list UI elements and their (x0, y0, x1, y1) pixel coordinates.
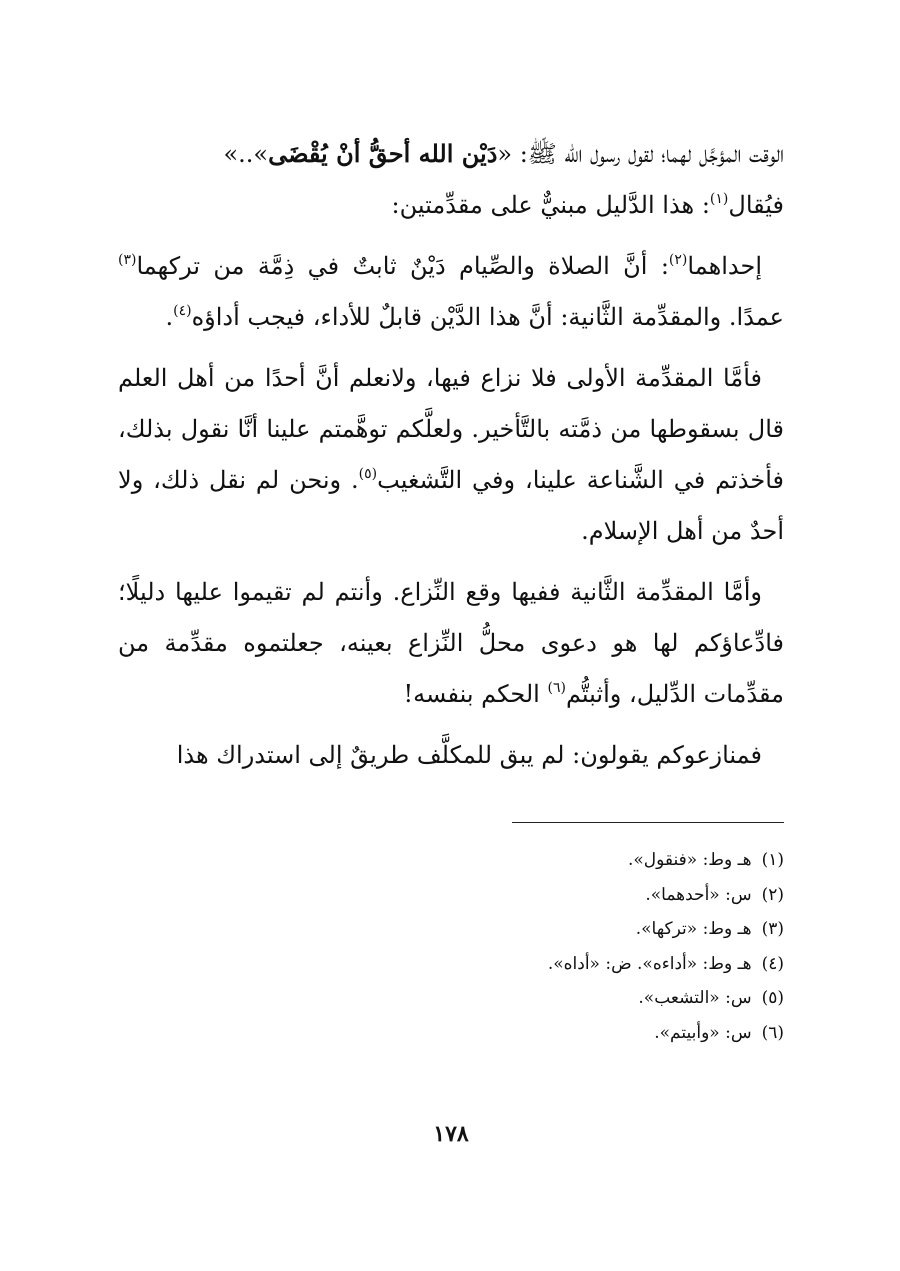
footnote-item (118, 947, 784, 982)
footnote-number: (٥) (761, 988, 784, 1008)
text-run: فأمَّا المقدِّمة الأولى فلا نزاع فيها، ولانعلم أنَّ أحدًا من أهل العلم قال بسقوطها من ذمَّته بالتَّأخير. ولعلَّكم توهَّمتم علينا أنَّا نقول بذلك، فأخذتم في الشَّناعة علينا، وفي التَّشغيب (118, 364, 784, 494)
text-run: : أنَّ الصلاة والصِّيام دَيْنٌ ثابتٌ في ذِمَّة من تركهما (136, 252, 669, 280)
text-run: الوقت المؤجَّل لهما؛ لقول رسول الله ﷺ: « (497, 140, 784, 168)
text-run: فيُقال (728, 191, 784, 219)
footnote-text: س: «وأبيتم». (654, 1022, 752, 1043)
footnote-item (118, 843, 784, 878)
footnotes-list (118, 843, 784, 1050)
footnote-text: س: «التشعب». (638, 988, 752, 1008)
book-page (118, 128, 784, 1228)
footnote-number: (٦) (761, 1022, 784, 1043)
text-run: الحكم بنفسه! (403, 680, 548, 708)
footnote-item (118, 981, 784, 1016)
text-run: »..» (223, 140, 269, 168)
page-number: ١٧٨ (433, 1121, 469, 1147)
text-run: فمنازعوكم يقولون: لم يبق للمكلَّف طريقٌ إلى استدراك هذا (176, 741, 762, 769)
footnote-number: (١) (761, 850, 784, 870)
footnote-ref-1[interactable]: (١) (709, 191, 729, 207)
footnote-ref-5[interactable]: (٥) (358, 466, 378, 482)
footnote-ref-4[interactable]: (٤) (173, 303, 192, 319)
paragraph-4 (118, 567, 784, 720)
text-run: . (165, 303, 174, 331)
text-run: . ونحن لم نقل ذلك، ولا أحدٌ من أهل الإسلام. (118, 466, 784, 545)
footnote-ref-6[interactable]: (٦) (547, 680, 566, 696)
footnote-ref-3[interactable]: (٣) (118, 252, 137, 268)
hadith-quote: دَيْن الله أحقُّ أنْ يُقْضَى (268, 139, 498, 168)
footnote-number: (٢) (761, 884, 784, 905)
paragraph-1 (118, 128, 784, 231)
paragraph-3 (118, 353, 784, 557)
footnote-number: (٣) (761, 919, 784, 939)
footnote-text: هـ وط: «تركها». (635, 919, 752, 939)
footnote-item (118, 1016, 784, 1051)
text-run: عمدًا. والمقدِّمة الثَّانية: أنَّ هذا الدَّيْن قابلٌ للأداء، فيجب أداؤه (191, 303, 784, 331)
footnote-item (118, 912, 784, 947)
text-run: إحداهما (687, 252, 762, 280)
footnote-text: هـ وط: «فنقول». (627, 850, 752, 870)
footnote-number: (٤) (761, 953, 784, 974)
footnote-divider (512, 822, 784, 823)
footnote-text: هـ وط: «أداءه». ض: «أداه». (547, 953, 752, 974)
paragraph-5 (118, 730, 784, 781)
text-run: وأمَّا المقدِّمة الثَّانية ففيها وقع النِّزاع. وأنتم لم تقيموا عليها دليلًا؛ فادِّعاؤكم لها هو دعوى محلُّ النِّزاع بعينه، جعلتموه مقدِّمة من مقدِّمات الدِّليل، وأثبتُّم (118, 578, 784, 708)
text-run: : هذا الدَّليل مبنيٌّ على مقدِّمتين: (391, 191, 710, 219)
footnote-ref-2[interactable]: (٢) (668, 252, 688, 268)
footnote-text: س: «أحدهما». (645, 884, 752, 905)
paragraph-2 (118, 241, 784, 343)
footnote-item (118, 878, 784, 913)
